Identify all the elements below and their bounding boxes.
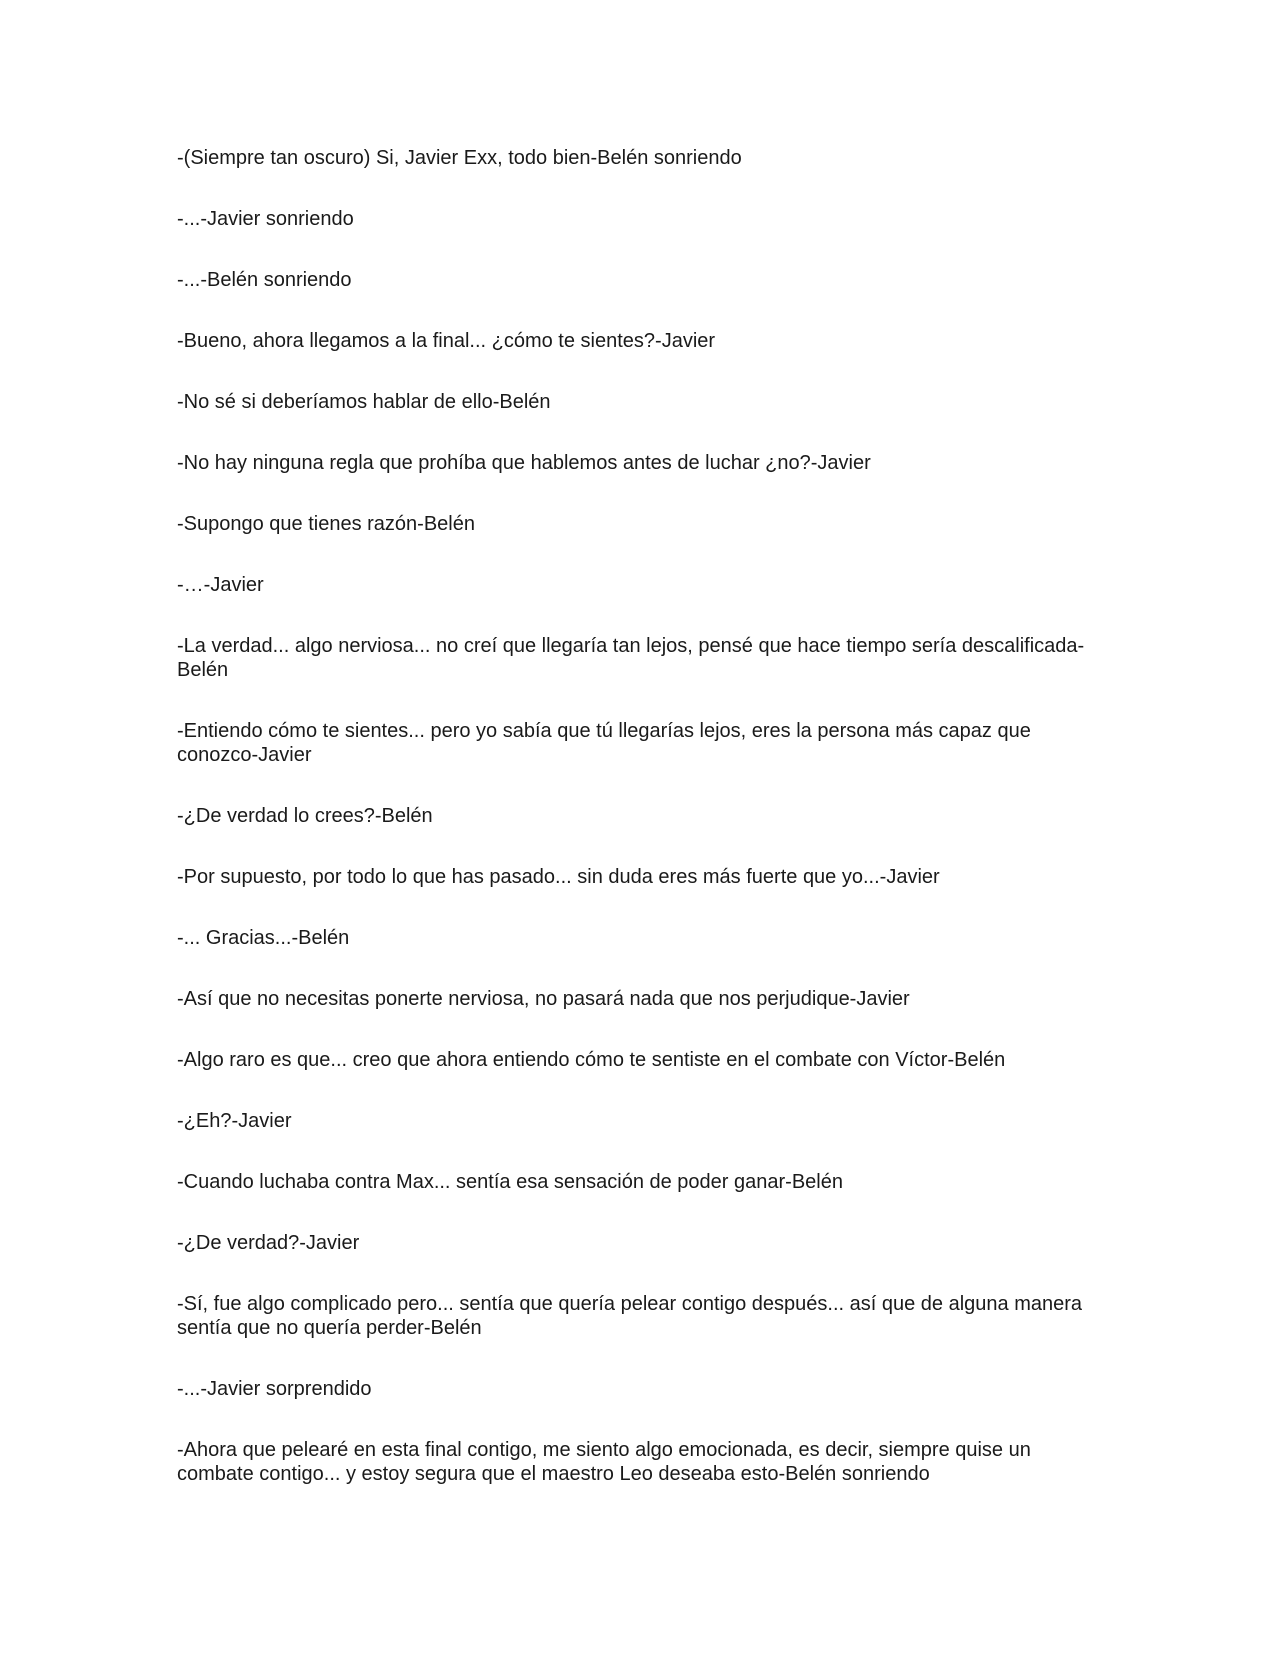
dialogue-line: -Ahora que pelearé en esta final contigo, me siento algo emocionada, es decir, siempre quise un combate contigo... y estoy segura que el maestro Leo deseaba esto-Belén sonriendo xyxy=(177,1439,1031,1485)
dialogue-line: -La verdad... algo nerviosa... no creí que llegaría tan lejos, pensé que hace tiempo sería descalificada-Belén xyxy=(177,635,1085,681)
dialogue-line: -¿De verdad?-Javier xyxy=(177,1232,360,1254)
dialogue-line: -...-Javier sonriendo xyxy=(177,208,354,230)
dialogue-line: -…-Javier xyxy=(177,574,264,596)
dialogue-line: -Algo raro es que... creo que ahora entiendo cómo te sentiste en el combate con Víctor-Belén xyxy=(177,1049,1006,1071)
dialogue-line: -Por supuesto, por todo lo que has pasado... sin duda eres más fuerte que yo...-Javier xyxy=(177,866,940,888)
dialogue-line: -¿Eh?-Javier xyxy=(177,1110,292,1132)
dialogue-line: -No sé si deberíamos hablar de ello-Belén xyxy=(177,391,551,413)
dialogue-line: -Bueno, ahora llegamos a la final... ¿cómo te sientes?-Javier xyxy=(177,330,716,352)
dialogue-line: -...-Belén sonriendo xyxy=(177,269,352,291)
dialogue-line: -Sí, fue algo complicado pero... sentía que quería pelear contigo después... así que de alguna manera sentía que no quería perder-Belén xyxy=(177,1293,1083,1339)
dialogue-line: -¿De verdad lo crees?-Belén xyxy=(177,805,433,827)
dialogue-line: -Cuando luchaba contra Max... sentía esa sensación de poder ganar-Belén xyxy=(177,1171,843,1193)
dialogue-line: -Supongo que tienes razón-Belén xyxy=(177,513,475,535)
dialogue-line: -Entiendo cómo te sientes... pero yo sabía que tú llegarías lejos, eres la persona más capaz que conozco-Javier xyxy=(177,720,1031,766)
dialogue-text-block xyxy=(177,146,1097,1523)
dialogue-line: -No hay ninguna regla que prohíba que hablemos antes de luchar ¿no?-Javier xyxy=(177,452,871,474)
dialogue-line: -(Siempre tan oscuro) Si, Javier Exx, todo bien-Belén sonriendo xyxy=(177,147,742,169)
dialogue-line: -...-Javier sorprendido xyxy=(177,1378,372,1400)
dialogue-line: -... Gracias...-Belén xyxy=(177,927,350,949)
dialogue-line: -Así que no necesitas ponerte nerviosa, no pasará nada que nos perjudique-Javier xyxy=(177,988,910,1010)
